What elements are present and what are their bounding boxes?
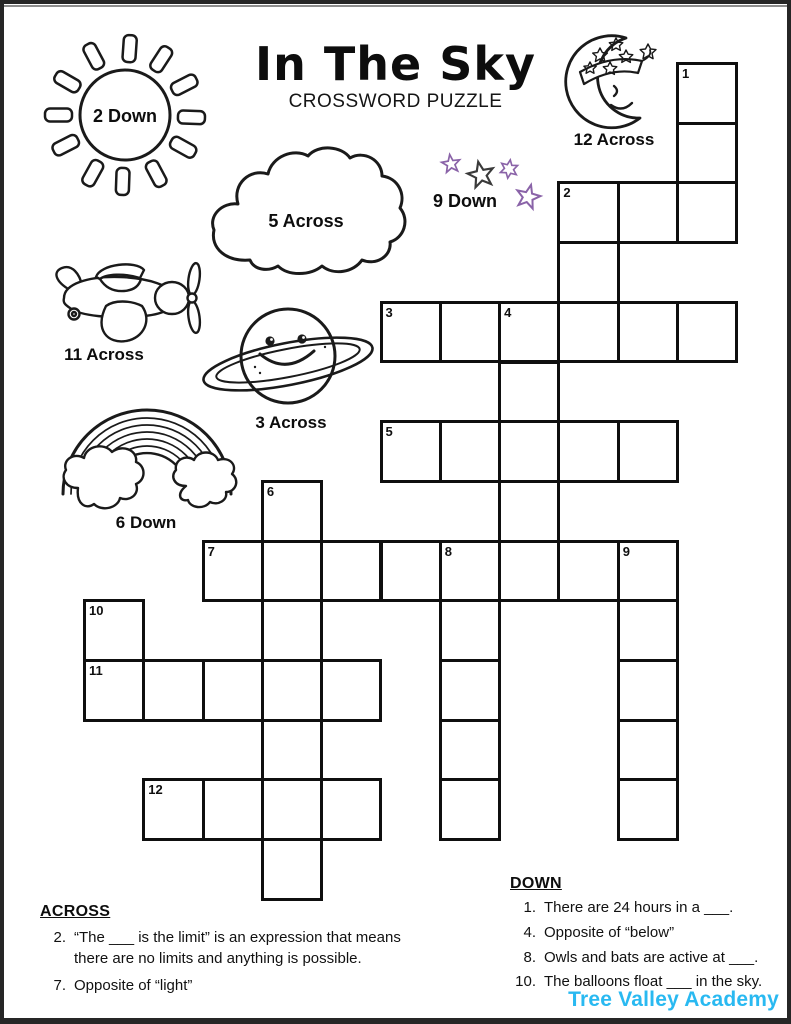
moon-label: 12 Across xyxy=(573,130,655,149)
cell-number: 6 xyxy=(266,483,275,499)
grid-cell[interactable] xyxy=(498,361,560,424)
cell-number: 4 xyxy=(504,304,512,320)
grid-cell[interactable] xyxy=(202,659,264,722)
grid-cell[interactable] xyxy=(557,420,619,483)
plane-label: 11 Across xyxy=(64,345,144,364)
top-divider xyxy=(4,5,787,7)
grid-cell[interactable] xyxy=(380,301,442,364)
grid-cell[interactable] xyxy=(617,420,679,483)
cloud-label: 5 Across xyxy=(268,211,344,231)
cell-number: 10 xyxy=(89,603,104,619)
grid-cell[interactable] xyxy=(617,778,679,841)
grid-cell[interactable] xyxy=(83,659,145,722)
grid-cell[interactable] xyxy=(617,719,679,782)
across-clue-2 xyxy=(40,928,444,969)
grid-cell[interactable] xyxy=(557,540,619,603)
clue-text: The balloons float ___ in the sky. xyxy=(544,973,763,991)
rainbow-icon xyxy=(48,392,242,518)
clue-number: 8. xyxy=(523,948,536,966)
grid-cell[interactable] xyxy=(498,480,560,543)
grid-cell[interactable] xyxy=(617,181,679,244)
grid-cell[interactable] xyxy=(261,480,323,543)
clue-number: 2. xyxy=(53,929,66,946)
page-subtitle: CROSSWORD PUZZLE xyxy=(288,91,503,112)
grid-cell[interactable] xyxy=(439,420,501,483)
plane-icon xyxy=(44,246,216,348)
clue-text: Opposite of “light” xyxy=(74,977,193,995)
rainbow-label: 6 Down xyxy=(115,513,177,532)
grid-cell[interactable] xyxy=(261,659,323,722)
clue-number: 10. xyxy=(515,973,536,991)
grid-cell[interactable] xyxy=(617,540,679,603)
planet-label: 3 Across xyxy=(255,413,327,432)
grid-cell[interactable] xyxy=(617,659,679,722)
grid-cell[interactable] xyxy=(676,301,738,364)
grid-cell[interactable] xyxy=(439,599,501,662)
grid-cell[interactable] xyxy=(498,540,560,603)
cell-number: 12 xyxy=(148,782,163,798)
grid-cell[interactable] xyxy=(676,181,738,244)
grid-cell[interactable] xyxy=(320,659,382,722)
grid-cell[interactable] xyxy=(676,122,738,185)
grid-cell[interactable] xyxy=(261,778,323,841)
grid-cell[interactable] xyxy=(320,778,382,841)
grid-cell[interactable] xyxy=(261,599,323,662)
grid-cell[interactable] xyxy=(498,301,560,364)
grid-cell[interactable] xyxy=(617,301,679,364)
stars-label: 9 Down xyxy=(433,191,498,211)
across-clues-section xyxy=(40,903,444,997)
grid-cell[interactable] xyxy=(439,778,501,841)
grid-cell[interactable] xyxy=(202,778,264,841)
grid-cell[interactable] xyxy=(557,241,619,304)
grid-cell[interactable] xyxy=(557,301,619,364)
grid-cell[interactable] xyxy=(83,599,145,662)
cell-number: 5 xyxy=(385,424,393,440)
clue-text: Owls and bats are active at ___. xyxy=(544,948,759,966)
sun-label: 2 Down xyxy=(92,106,158,126)
clue-text: “The ___ is the limit” is an expression that means there are no limits and anything is possible. xyxy=(74,929,401,967)
grid-cell[interactable] xyxy=(261,719,323,782)
down-clue-4 xyxy=(510,923,791,943)
clue-text: Opposite of “below” xyxy=(544,923,675,941)
stars-icon xyxy=(431,149,545,215)
grid-cell[interactable] xyxy=(617,599,679,662)
clue-number: 1. xyxy=(523,899,536,916)
grid-cell[interactable] xyxy=(261,540,323,603)
brand-logo-text: Tree Valley Academy xyxy=(568,988,779,1011)
down-clue-1 xyxy=(510,898,791,918)
across-heading: ACROSS xyxy=(40,903,111,920)
clue-number: 7. xyxy=(53,977,66,995)
grid-cell[interactable] xyxy=(261,838,323,901)
cell-number: 2 xyxy=(563,185,571,201)
clue-text: There are 24 hours in a ___. xyxy=(544,899,734,916)
down-heading: DOWN xyxy=(510,875,562,892)
cloud-icon xyxy=(202,144,410,286)
cell-number: 8 xyxy=(444,543,453,559)
grid-cell[interactable] xyxy=(202,540,264,603)
down-clue-8 xyxy=(510,948,791,968)
moon-icon xyxy=(562,30,666,132)
down-clues-section xyxy=(510,875,791,992)
clue-number: 4. xyxy=(523,923,536,941)
grid-cell[interactable] xyxy=(320,540,382,603)
grid-cell[interactable] xyxy=(380,540,442,603)
grid-cell[interactable] xyxy=(439,540,501,603)
cell-number: 3 xyxy=(385,304,393,320)
grid-cell[interactable] xyxy=(439,659,501,722)
grid-cell[interactable] xyxy=(142,659,204,722)
sun-icon xyxy=(42,30,208,198)
cell-number: 11 xyxy=(89,663,103,678)
across-clue-7 xyxy=(40,976,444,997)
grid-cell[interactable] xyxy=(557,181,619,244)
cell-number: 9 xyxy=(622,543,630,559)
cell-number: 1 xyxy=(682,66,690,81)
grid-cell[interactable] xyxy=(439,719,501,782)
page-title: In The Sky xyxy=(255,37,536,91)
grid-cell[interactable] xyxy=(142,778,204,841)
grid-cell[interactable] xyxy=(676,62,738,125)
grid-cell[interactable] xyxy=(439,301,501,364)
grid-cell[interactable] xyxy=(380,420,442,483)
grid-cell[interactable] xyxy=(498,420,560,483)
cell-number: 7 xyxy=(207,543,215,559)
